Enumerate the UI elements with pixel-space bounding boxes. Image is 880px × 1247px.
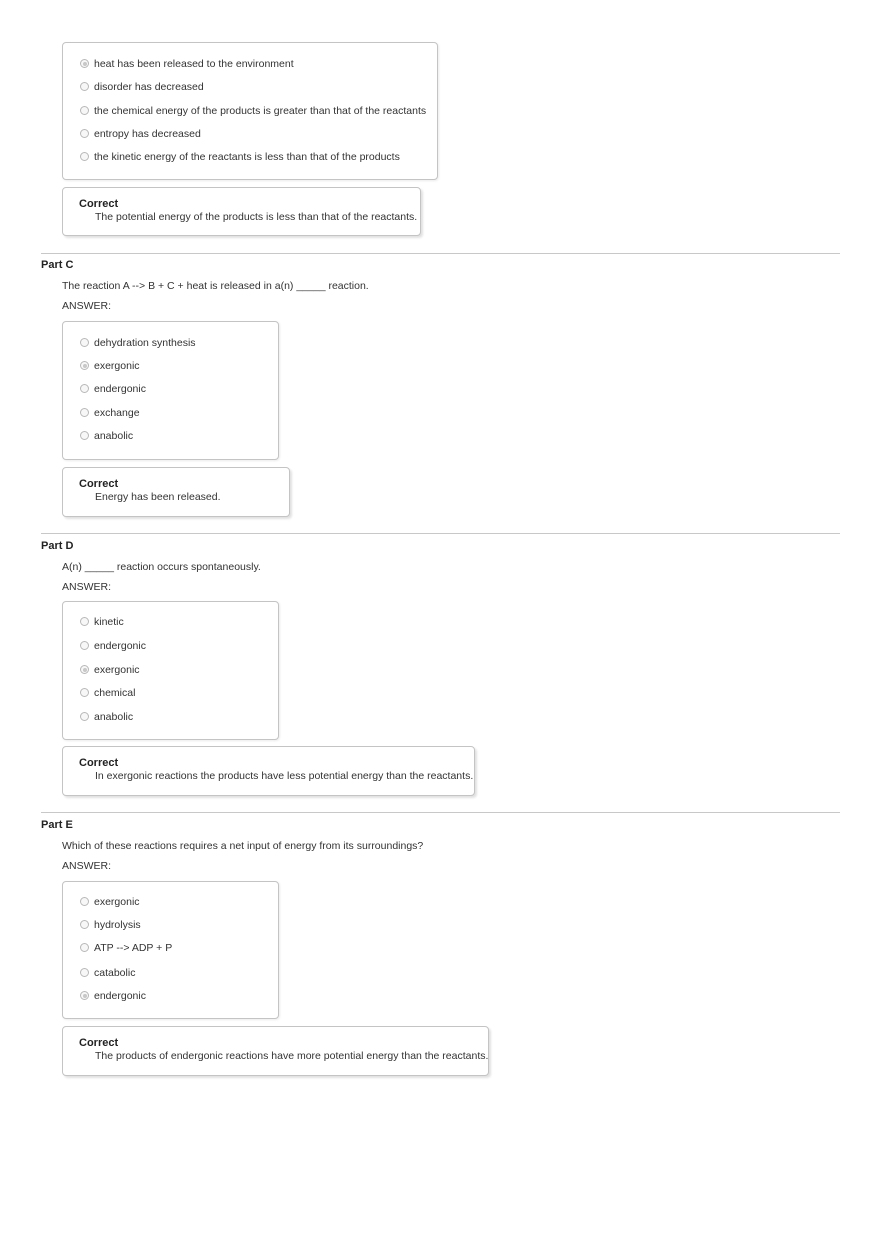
part-title: Part E [41,819,73,831]
radio-button[interactable] [80,665,89,674]
option-label: exergonic [94,896,140,908]
radio-button[interactable] [80,617,89,626]
option-label: entropy has decreased [94,128,201,140]
radio-button[interactable] [80,641,89,650]
radio-button[interactable] [80,59,89,68]
feedback-box [62,467,290,517]
option-label: exergonic [94,664,140,676]
option-label: endergonic [94,383,146,395]
section-divider [41,533,840,534]
radio-button[interactable] [80,408,89,417]
feedback-text: In exergonic reactions the products have less potential energy than the reactants. [95,770,474,782]
option-label: ATP --> ADP + P [94,942,173,954]
radio-button[interactable] [80,920,89,929]
option-label: chemical [94,687,136,699]
radio-button[interactable] [80,991,89,1000]
option-label: the kinetic energy of the reactants is less than that of the products [94,151,400,163]
option-label: dehydration synthesis [94,337,196,349]
radio-button[interactable] [80,361,89,370]
feedback-title: Correct [79,198,119,210]
option-label: anabolic [94,711,134,723]
radio-button[interactable] [80,338,89,347]
option-label: endergonic [94,640,146,652]
feedback-text: Energy has been released. [95,491,221,503]
part-title: Part D [41,540,74,552]
radio-button[interactable] [80,106,89,115]
answer-label: ANSWER: [62,860,112,872]
feedback-title: Correct [79,478,119,490]
option-label: hydrolysis [94,919,141,931]
radio-button[interactable] [80,152,89,161]
radio-button[interactable] [80,82,89,91]
option-label: anabolic [94,430,134,442]
feedback-box [62,746,475,796]
radio-button[interactable] [80,943,89,952]
feedback-box [62,187,421,236]
answer-options-box [62,42,438,180]
section-divider [41,253,840,254]
part-title: Part C [41,259,74,271]
option-label: the chemical energy of the products is greater than that of the reactants [94,105,427,117]
answer-label: ANSWER: [62,300,112,312]
question-text: The reaction A --> B + C + heat is released in a(n) _____ reaction. [62,280,369,292]
feedback-title: Correct [79,1037,119,1049]
answer-options-box [62,601,279,740]
feedback-box [62,1026,489,1076]
option-label: kinetic [94,616,124,628]
option-label: heat has been released to the environment [94,58,294,70]
radio-button[interactable] [80,968,89,977]
answer-options-box [62,321,279,460]
radio-button[interactable] [80,129,89,138]
radio-button[interactable] [80,431,89,440]
feedback-title: Correct [79,757,119,769]
option-label: disorder has decreased [94,81,204,93]
question-text: Which of these reactions requires a net input of energy from its surroundings? [62,840,424,852]
option-label: exergonic [94,360,140,372]
option-label: endergonic [94,990,146,1002]
radio-button[interactable] [80,897,89,906]
question-text: A(n) _____ reaction occurs spontaneously. [62,561,261,573]
answer-label: ANSWER: [62,581,112,593]
section-divider [41,812,840,813]
radio-button[interactable] [80,688,89,697]
radio-button[interactable] [80,712,89,721]
option-label: catabolic [94,967,136,979]
answer-options-box [62,881,279,1019]
option-label: exchange [94,407,140,419]
feedback-text: The potential energy of the products is less than that of the reactants. [95,211,418,223]
feedback-text: The products of endergonic reactions have more potential energy than the reactants. [95,1050,489,1062]
radio-button[interactable] [80,384,89,393]
